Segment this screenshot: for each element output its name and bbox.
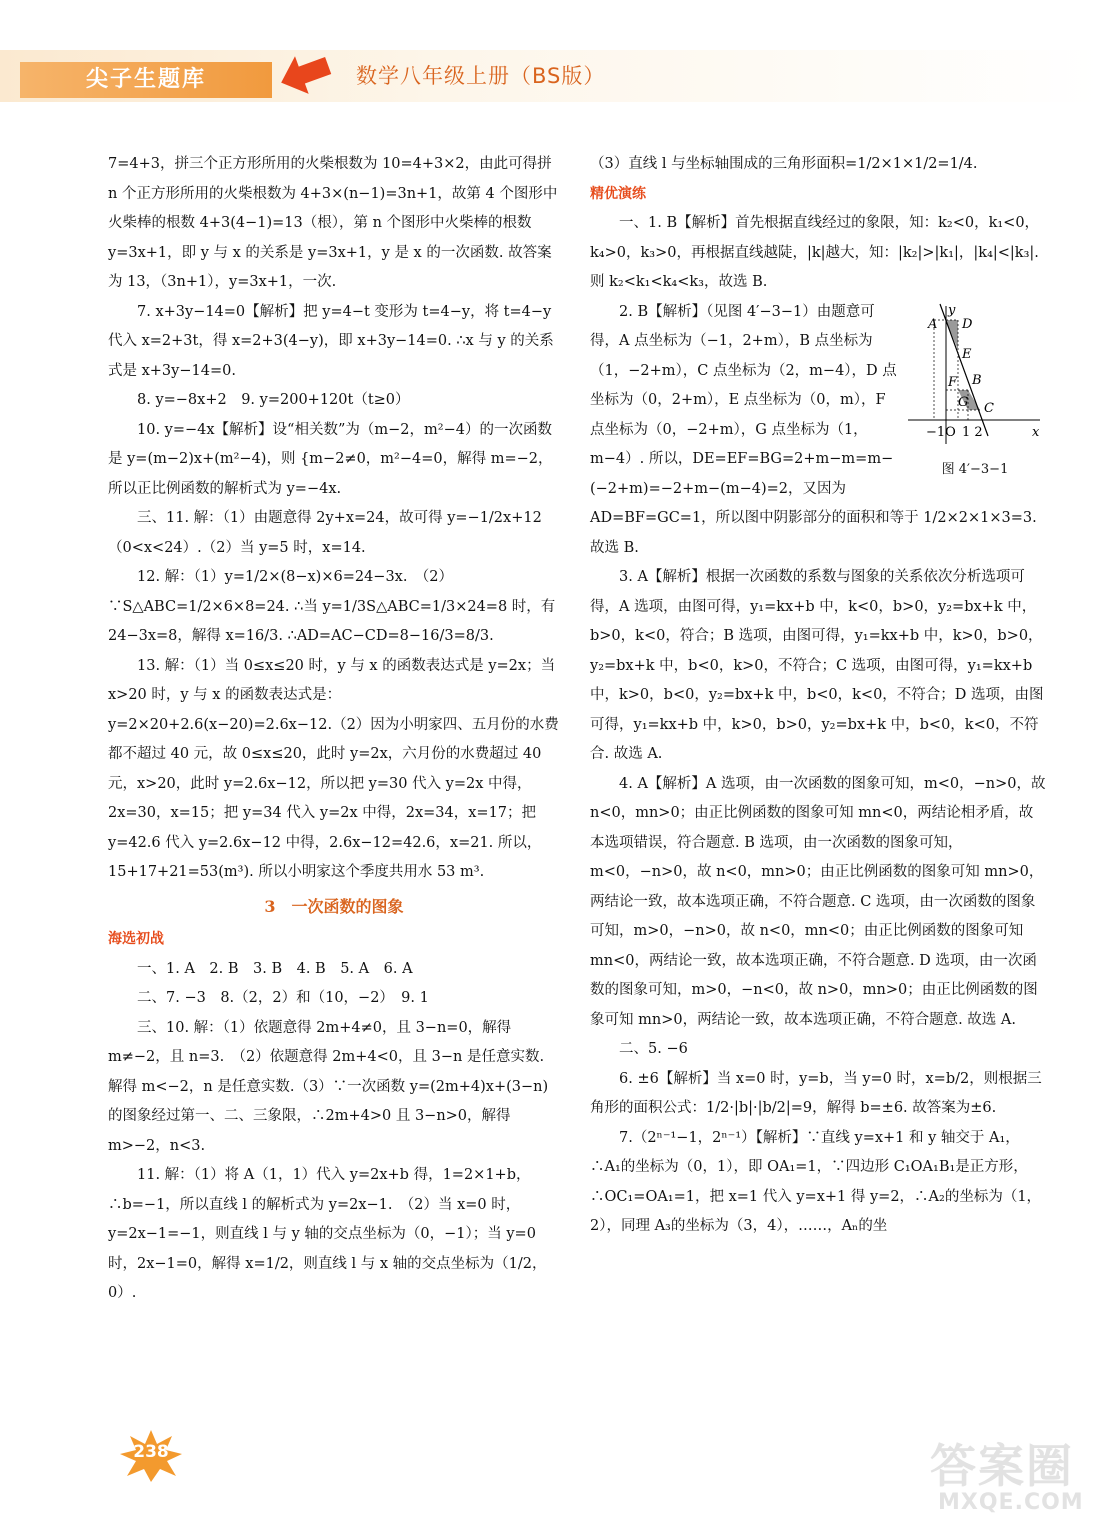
paragraph: 13. 解：（1）当 0≤x≤20 时，y 与 x 的函数表达式是 y=2x；当 x>20 时，y 与 x 的函数表达式是：y=2×20+2.6(x−20)=2.6x−12.（2）因为小明家四、五月份的水费都不超过 40 元，故 0≤x≤20，此时 y=2x，六月份的水费超过 40 元，x>20，此时 y=2.6x−12，所以把 y=30 代入 y=2x 中得，2x=30，x=15；把 y=34 代入 y=2x 中得，2x=34，x=17；把 y=42.6 代入 y=2.6x−12 中得，2.6x−12=42.6，x=21. 所以，15+17+21=53(m³). 所以小明家这个季度共用水 53 m³. — [108, 657, 559, 880]
figure-caption: 图 4′−3−1 — [941, 462, 1009, 477]
paragraph: 二、7. −3 8.（2，2）和（10，−2） 9. 1 — [137, 990, 429, 1006]
paragraph: （3）直线 l 与坐标轴围成的三角形面积=1/2×1×1/2=1/4. — [590, 156, 978, 172]
paragraph: 7=4+3，拼三个正方形所用的火柴根数为 10=4+3×2，由此可得拼 n 个正方形所用的火柴根数为 4+3×(n−1)=3n+1，故第 4 个图形中火柴棒的根数 4+3(4−1)=13（根），第 n 个图形中火柴棒的根数 y=3x+1，即 y 与 x 的关系是 y=3x+1，y 是 x 的一次函数. 故答案为 13，（3n+1），y=3x+1，一次. — [108, 156, 558, 290]
arrow-icon — [276, 52, 334, 98]
book-title: 数学八年级上册（BS版） — [356, 64, 606, 88]
label-E: E — [962, 346, 972, 362]
paragraph: 三、10. 解：（1）依题意得 2m+4≠0，且 3−n=0，解得 m≠−2，且 n=3. （2）依题意得 2m+4<0，且 3−n 是任意实数. 解得 m<−2，n 是任意实数.（3）∵一次函数 y=(2m+4)x+(3−n)的图象经过第一、二、三象限，∴2m+4>0 且 3−n>0，解得 m>−2，n<3. — [108, 1019, 549, 1154]
graph-figure — [904, 298, 1046, 448]
section-tag: 海选初战 — [108, 931, 164, 947]
label-G: G — [958, 394, 969, 410]
label-origin: −1O — [926, 424, 956, 440]
label-B: B — [972, 372, 982, 388]
paragraph: 6. ±6【解析】当 x=0 时，y=b，当 y=0 时，x=b/2，则根据三角形的面积公式：1/2·|b|·|b/2|=9，解得 b=±6. 故答案为±6. — [590, 1070, 1042, 1116]
watermark-title: 答案圈 — [930, 1439, 1074, 1493]
paragraph: 2. B【解析】（见图 4′−3−1）由题意可得，A 点坐标为（−1，2+m），B 点坐标为（1，−2+m），C 点坐标为（2，m−4），D 点坐标为（0，2+m），E 点坐标为（0，m），F 点坐标为（0，−2+m），G 点坐标为（1，m−4）. 所以，DE=EF=BG=2+m−m=m−(−2+m)=−2+m−(m−4)=2，又因为 AD=BF=GC=1，所以图中阴影部分的面积和等于 1/2×2×1×3=3. 故选 B. — [590, 303, 1037, 556]
label-C: C — [984, 400, 994, 416]
section-tag: 精优演练 — [590, 185, 646, 202]
paragraph: 3. A【解析】根据一次函数的系数与图象的关系依次分析选项可得，A 选项，由图可得，y₁=kx+b 中，k<0，b>0，y₂=bx+k 中，b>0，k<0，符合；B 选项，由图可得，y₁=kx+b 中，k>0，b>0，y₂=bx+k 中，b<0，k>0，不符合；C 选项，由图可得，y₁=kx+b 中，k>0，b<0，y₂=bx+k 中，b<0，k<0，不符合；D 选项，由图可得，y₁=kx+b 中，k>0，b>0，y₂=bx+k 中，b<0，k<0，不符合. 故选 A. — [590, 569, 1044, 762]
watermark — [930, 1430, 1090, 1520]
section-title: 3 一次函数的图象 — [264, 896, 404, 916]
label-y: y — [948, 302, 956, 318]
paragraph: 12. 解：（1）y=1/2×(8−x)×6=24−3x. （2）∵S△ABC=1/2×6×8=24. ∴当 y=1/3S△ABC=1/3×24=8 时，有 24−3x=8，解得 x=16/3. ∴AD=AC−CD=8−16/3=8/3. — [108, 569, 556, 644]
paragraph: 8. y=−8x+2 9. y=200+120t（t≥0） — [137, 392, 410, 408]
left-column — [108, 150, 560, 1309]
paragraph: 二、5. −6 — [619, 1041, 688, 1057]
paragraph: 10. y=−4x【解析】设“相关数”为（m−2，m²−4）的一次函数是 y=(m−2)x+(m²−4)，则 {m−2≠0，m²−4=0，解得 m=−2，所以正比例函数的解析式为 y=−4x. — [108, 421, 553, 497]
paragraph: 4. A【解析】A 选项，由一次函数的图象可知，m<0，−n>0，故 n<0，mn>0；由正比例函数的图象可知 mn<0，两结论相矛盾，故本选项错误，符合题意. B 选项，由一次函数的图象可知，m<0，−n>0，故 n<0，mn>0；由正比例函数的图象可知 mn>0，两结论一致，故本选项正确，不符合题意. C 选项，由一次函数的图象可知，m>0，−n>0，故 n<0，mn<0；由正比例函数的图象可知 mn<0，两结论一致，故本选项正确，不符合题意. D 选项，由一次函数的图象可知，m>0，−n<0，故 n>0，mn>0；由正比例函数的图象可知 mn>0，两结论一致，故本选项正确，不符合题意. 故选 A. — [590, 775, 1046, 1028]
label-D: D — [962, 316, 973, 332]
paragraph: 11. 解：（1）将 A（1，1）代入 y=2x+b 得，1=2×1+b，∴b=−1，所以直线 l 的解析式为 y=2x−1. （2）当 x=0 时，y=2x−1=−1，则直线 l 与 y 轴的交点坐标为（0，−1）；当 y=0 时，2x−1=0，解得 x=1/2，则直线 l 与 x 轴的交点坐标为（1/2，0）. — [108, 1167, 547, 1301]
right-column — [590, 150, 1046, 1242]
label-F: F — [948, 374, 958, 390]
label-ticks: 1 2 — [962, 424, 983, 440]
page-number — [118, 1428, 184, 1484]
paragraph: 7.（2ⁿ⁻¹−1，2ⁿ⁻¹）【解析】∵直线 y=x+1 和 y 轴交于 A₁，∴A₁的坐标为（0，1），即 OA₁=1，∵四边形 C₁OA₁B₁是正方形，∴OC₁=OA₁=1，把 x=1 代入 y=x+1 得 y=2，∴A₂的坐标为（1，2），同理 A₃的坐标为（3，4），……，Aₙ的坐 — [590, 1129, 1042, 1234]
paragraph: 一、1. A 2. B 3. B 4. B 5. A 6. A — [137, 960, 413, 977]
paragraph: 7. x+3y−14=0【解析】把 y=4−t 变形为 t=4−y，将 t=4−y 代入 x=2+3t，得 x=2+3(4−y)，即 x+3y−14=0. ∴x 与 y 的关系式是 x+3y−14=0. — [108, 303, 554, 379]
label-A: A — [928, 316, 938, 332]
watermark-url: MXQE.COM — [938, 1490, 1084, 1515]
page-number-text: 238 — [133, 1442, 169, 1462]
paragraph: 一、1. B【解析】首先根据直线经过的象限，知：k₂<0，k₁<0，k₄>0，k₃>0，再根据直线越陡，|k|越大，知：|k₂|>|k₁|，|k₄|<|k₃|. 则 k₂<k₁<k₄<k₃，故选 B. — [590, 215, 1040, 290]
figure — [904, 298, 1046, 482]
paragraph: 三、11. 解：（1）由题意得 2y+x=24，故可得 y=−1/2x+12（0<x<24）.（2）当 y=5 时，x=14. — [108, 510, 542, 556]
label-x: x — [1032, 424, 1040, 440]
brand-label: 尖子生题库 — [20, 62, 272, 98]
